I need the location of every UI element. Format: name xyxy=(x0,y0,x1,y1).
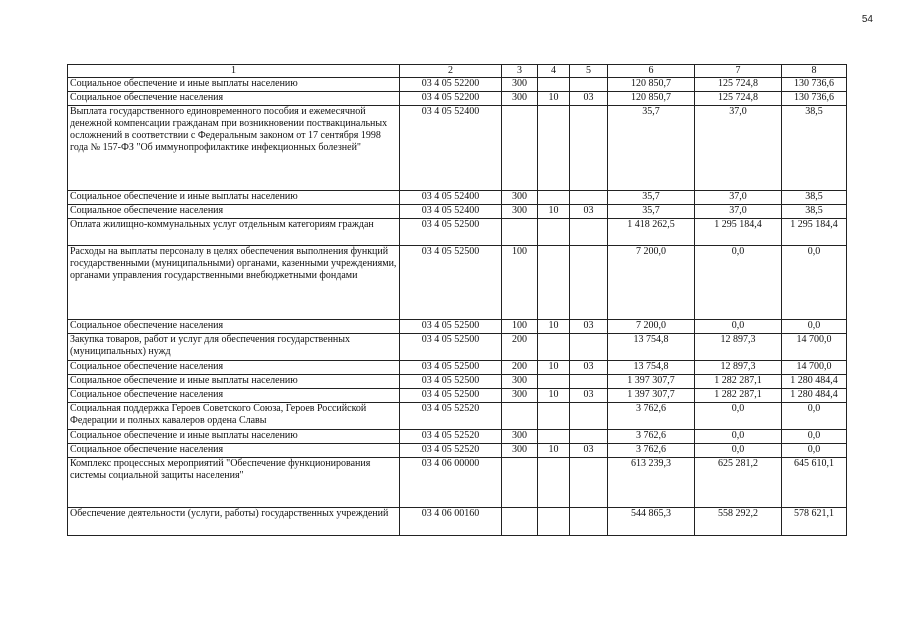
row-name-cell: Выплата государственного единовременного пособия и ежемесячной денежной компенсации гражданам при возникновении поствакцинальных осложнений в соответствии с Федеральным законом от 17 сентября 1998 года № 157-ФЗ "Об иммунопрофилактике инфекционных болезней" xyxy=(68,106,400,191)
amount-year2-cell: 1 295 184,4 xyxy=(695,219,782,246)
target-article-cell: 03 4 05 52200 xyxy=(400,92,502,106)
amount-year3-cell: 1 295 184,4 xyxy=(782,219,847,246)
header-cell: 3 xyxy=(502,65,538,78)
subsection-cell: 03 xyxy=(570,389,608,403)
table-row xyxy=(68,458,847,508)
amount-year3-cell: 130 736,6 xyxy=(782,78,847,92)
section-cell xyxy=(538,246,570,320)
amount-year3-cell: 38,5 xyxy=(782,191,847,205)
table-row xyxy=(68,403,847,430)
expense-type-cell: 300 xyxy=(502,375,538,389)
amount-year2-cell: 558 292,2 xyxy=(695,508,782,536)
page-number: 54 xyxy=(861,14,873,25)
amount-year1-cell: 13 754,8 xyxy=(608,361,695,375)
target-article-cell: 03 4 05 52400 xyxy=(400,106,502,191)
expense-type-cell: 100 xyxy=(502,246,538,320)
amount-year2-cell: 37,0 xyxy=(695,205,782,219)
target-article-cell: 03 4 06 00000 xyxy=(400,458,502,508)
amount-year2-cell: 125 724,8 xyxy=(695,92,782,106)
row-name-cell: Социальное обеспечение и иные выплаты населению xyxy=(68,430,400,444)
subsection-cell xyxy=(570,106,608,191)
amount-year1-cell: 35,7 xyxy=(608,191,695,205)
expense-type-cell: 300 xyxy=(502,78,538,92)
section-cell xyxy=(538,106,570,191)
section-cell: 10 xyxy=(538,320,570,334)
table-row xyxy=(68,375,847,389)
row-name-cell: Расходы на выплаты персоналу в целях обеспечения выполнения функций государственными (муниципальными) органами, казенными учреждениями, органами управления государственными внебюджетными фондами xyxy=(68,246,400,320)
table-row xyxy=(68,106,847,191)
amount-year3-cell: 1 280 484,4 xyxy=(782,375,847,389)
amount-year2-cell: 0,0 xyxy=(695,430,782,444)
target-article-cell: 03 4 05 52500 xyxy=(400,375,502,389)
header-cell: 6 xyxy=(608,65,695,78)
target-article-cell: 03 4 06 00160 xyxy=(400,508,502,536)
table-row xyxy=(68,92,847,106)
subsection-cell: 03 xyxy=(570,92,608,106)
amount-year2-cell: 37,0 xyxy=(695,106,782,191)
amount-year3-cell: 130 736,6 xyxy=(782,92,847,106)
row-name-cell: Социальная поддержка Героев Советского Союза, Героев Российской Федерации и полных кавалеров ордена Славы xyxy=(68,403,400,430)
amount-year2-cell: 625 281,2 xyxy=(695,458,782,508)
row-name-cell: Социальное обеспечение населения xyxy=(68,92,400,106)
section-cell xyxy=(538,403,570,430)
target-article-cell: 03 4 05 52520 xyxy=(400,403,502,430)
section-cell: 10 xyxy=(538,205,570,219)
amount-year1-cell: 120 850,7 xyxy=(608,78,695,92)
amount-year2-cell: 0,0 xyxy=(695,403,782,430)
table-row xyxy=(68,430,847,444)
table-row xyxy=(68,320,847,334)
amount-year1-cell: 1 418 262,5 xyxy=(608,219,695,246)
amount-year2-cell: 0,0 xyxy=(695,320,782,334)
table-row xyxy=(68,389,847,403)
subsection-cell xyxy=(570,334,608,361)
amount-year2-cell: 125 724,8 xyxy=(695,78,782,92)
expense-type-cell xyxy=(502,106,538,191)
header-cell: 4 xyxy=(538,65,570,78)
subsection-cell xyxy=(570,191,608,205)
section-cell: 10 xyxy=(538,444,570,458)
target-article-cell: 03 4 05 52520 xyxy=(400,444,502,458)
amount-year3-cell: 14 700,0 xyxy=(782,334,847,361)
table-row xyxy=(68,334,847,361)
amount-year3-cell: 1 280 484,4 xyxy=(782,389,847,403)
amount-year1-cell: 7 200,0 xyxy=(608,246,695,320)
target-article-cell: 03 4 05 52500 xyxy=(400,246,502,320)
subsection-cell: 03 xyxy=(570,444,608,458)
row-name-cell: Социальное обеспечение населения xyxy=(68,361,400,375)
table-row xyxy=(68,205,847,219)
table-row xyxy=(68,191,847,205)
expense-type-cell: 200 xyxy=(502,334,538,361)
section-cell xyxy=(538,78,570,92)
amount-year1-cell: 3 762,6 xyxy=(608,430,695,444)
amount-year3-cell: 0,0 xyxy=(782,403,847,430)
row-name-cell: Обеспечение деятельности (услуги, работы) государственных учреждений xyxy=(68,508,400,536)
amount-year2-cell: 0,0 xyxy=(695,444,782,458)
section-cell: 10 xyxy=(538,389,570,403)
section-cell: 10 xyxy=(538,361,570,375)
row-name-cell: Социальное обеспечение и иные выплаты населению xyxy=(68,191,400,205)
amount-year3-cell: 0,0 xyxy=(782,320,847,334)
table-row xyxy=(68,78,847,92)
subsection-cell xyxy=(570,78,608,92)
budget-table xyxy=(67,64,847,536)
table-row xyxy=(68,361,847,375)
table-row xyxy=(68,246,847,320)
target-article-cell: 03 4 05 52500 xyxy=(400,219,502,246)
amount-year2-cell: 37,0 xyxy=(695,191,782,205)
subsection-cell xyxy=(570,430,608,444)
amount-year1-cell: 35,7 xyxy=(608,106,695,191)
amount-year3-cell: 645 610,1 xyxy=(782,458,847,508)
amount-year1-cell: 120 850,7 xyxy=(608,92,695,106)
expense-type-cell: 300 xyxy=(502,205,538,219)
target-article-cell: 03 4 05 52200 xyxy=(400,78,502,92)
subsection-cell: 03 xyxy=(570,205,608,219)
subsection-cell xyxy=(570,246,608,320)
expense-type-cell: 300 xyxy=(502,430,538,444)
subsection-cell xyxy=(570,403,608,430)
subsection-cell xyxy=(570,219,608,246)
table-row xyxy=(68,508,847,536)
amount-year3-cell: 0,0 xyxy=(782,444,847,458)
section-cell xyxy=(538,191,570,205)
expense-type-cell xyxy=(502,458,538,508)
expense-type-cell: 300 xyxy=(502,389,538,403)
amount-year1-cell: 13 754,8 xyxy=(608,334,695,361)
amount-year2-cell: 1 282 287,1 xyxy=(695,375,782,389)
target-article-cell: 03 4 05 52400 xyxy=(400,205,502,219)
expense-type-cell xyxy=(502,219,538,246)
expense-type-cell xyxy=(502,508,538,536)
amount-year3-cell: 14 700,0 xyxy=(782,361,847,375)
section-cell xyxy=(538,219,570,246)
amount-year3-cell: 0,0 xyxy=(782,246,847,320)
amount-year1-cell: 3 762,6 xyxy=(608,403,695,430)
row-name-cell: Комплекс процессных мероприятий "Обеспечение функционирования системы социальной защиты населения" xyxy=(68,458,400,508)
section-cell xyxy=(538,508,570,536)
amount-year1-cell: 35,7 xyxy=(608,205,695,219)
subsection-cell: 03 xyxy=(570,361,608,375)
amount-year2-cell: 12 897,3 xyxy=(695,334,782,361)
target-article-cell: 03 4 05 52400 xyxy=(400,191,502,205)
target-article-cell: 03 4 05 52500 xyxy=(400,334,502,361)
section-cell: 10 xyxy=(538,92,570,106)
row-name-cell: Социальное обеспечение населения xyxy=(68,444,400,458)
table-row xyxy=(68,444,847,458)
subsection-cell xyxy=(570,458,608,508)
amount-year1-cell: 544 865,3 xyxy=(608,508,695,536)
target-article-cell: 03 4 05 52500 xyxy=(400,320,502,334)
amount-year1-cell: 613 239,3 xyxy=(608,458,695,508)
table-row xyxy=(68,219,847,246)
amount-year3-cell: 578 621,1 xyxy=(782,508,847,536)
subsection-cell xyxy=(570,375,608,389)
header-cell: 8 xyxy=(782,65,847,78)
header-cell: 2 xyxy=(400,65,502,78)
expense-type-cell xyxy=(502,403,538,430)
row-name-cell: Социальное обеспечение и иные выплаты населению xyxy=(68,78,400,92)
target-article-cell: 03 4 05 52520 xyxy=(400,430,502,444)
amount-year3-cell: 0,0 xyxy=(782,430,847,444)
section-cell xyxy=(538,334,570,361)
row-name-cell: Социальное обеспечение населения xyxy=(68,320,400,334)
target-article-cell: 03 4 05 52500 xyxy=(400,389,502,403)
row-name-cell: Оплата жилищно-коммунальных услуг отдельным категориям граждан xyxy=(68,219,400,246)
expense-type-cell: 300 xyxy=(502,444,538,458)
header-cell: 7 xyxy=(695,65,782,78)
section-cell xyxy=(538,375,570,389)
section-cell xyxy=(538,458,570,508)
expense-type-cell: 300 xyxy=(502,191,538,205)
expense-type-cell: 100 xyxy=(502,320,538,334)
amount-year3-cell: 38,5 xyxy=(782,205,847,219)
amount-year1-cell: 1 397 307,7 xyxy=(608,389,695,403)
target-article-cell: 03 4 05 52500 xyxy=(400,361,502,375)
amount-year1-cell: 1 397 307,7 xyxy=(608,375,695,389)
amount-year3-cell: 38,5 xyxy=(782,106,847,191)
header-row xyxy=(68,65,847,78)
amount-year1-cell: 3 762,6 xyxy=(608,444,695,458)
amount-year2-cell: 0,0 xyxy=(695,246,782,320)
expense-type-cell: 200 xyxy=(502,361,538,375)
section-cell xyxy=(538,430,570,444)
row-name-cell: Социальное обеспечение населения xyxy=(68,389,400,403)
amount-year2-cell: 12 897,3 xyxy=(695,361,782,375)
row-name-cell: Социальное обеспечение и иные выплаты населению xyxy=(68,375,400,389)
row-name-cell: Закупка товаров, работ и услуг для обеспечения государственных (муниципальных) нужд xyxy=(68,334,400,361)
header-cell: 5 xyxy=(570,65,608,78)
amount-year2-cell: 1 282 287,1 xyxy=(695,389,782,403)
amount-year1-cell: 7 200,0 xyxy=(608,320,695,334)
subsection-cell: 03 xyxy=(570,320,608,334)
header-cell: 1 xyxy=(68,65,400,78)
expense-type-cell: 300 xyxy=(502,92,538,106)
row-name-cell: Социальное обеспечение населения xyxy=(68,205,400,219)
subsection-cell xyxy=(570,508,608,536)
